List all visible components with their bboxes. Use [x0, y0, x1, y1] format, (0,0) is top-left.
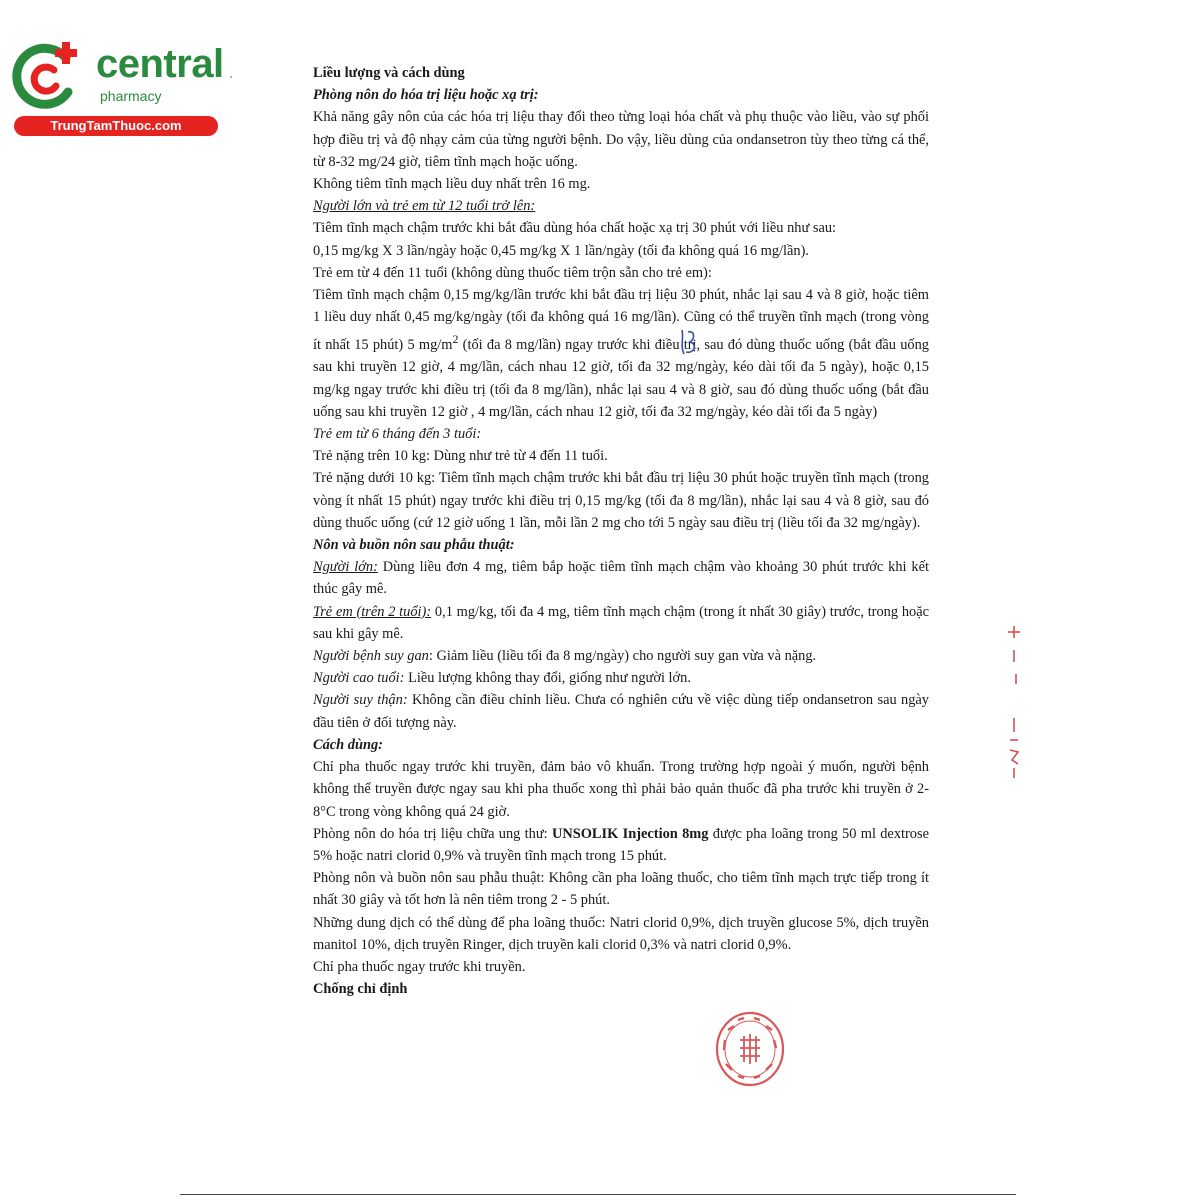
document-body [313, 62, 929, 1000]
paragraph-elderly [313, 667, 929, 689]
paragraph: 0,15 mg/kg X 3 lần/ngày hoặc 0,45 mg/kg X 1 lần/ngày (tối đa không quá 16 mg/lần). [313, 242, 809, 259]
superscript: 2 [452, 332, 459, 347]
paragraph-child-2 [313, 601, 929, 645]
heading-child-6m: Trẻ em từ 6 tháng đến 3 tuổi: [313, 426, 482, 443]
heading-chemo: Phòng nôn do hóa trị liệu hoặc xạ trị: [313, 87, 539, 104]
label-child-2: Trẻ em (trên 2 tuổi): [313, 603, 432, 620]
scan-dot [230, 76, 232, 78]
paragraph-dilution [313, 823, 929, 867]
paragraph: Chỉ pha thuốc ngay trước khi truyền. [313, 958, 526, 975]
paragraph-liver [313, 645, 929, 667]
paragraph: Trẻ em từ 4 đến 11 tuổi (không dùng thuốc tiêm trộn sẵn cho trẻ em): [313, 264, 712, 281]
paragraph-kidney [313, 689, 929, 733]
edge-stamp-marks-icon [1004, 622, 1024, 782]
heading-postop: Nôn và buồn nôn sau phẫu thuật: [313, 537, 515, 554]
label-elderly: Người cao tuổi: [313, 670, 405, 687]
heading-dosage: Liều lượng và cách dùng [313, 65, 465, 81]
heading-adult-12: Người lớn và trẻ em từ 12 tuổi trở lên: [313, 198, 536, 215]
company-seal-icon [714, 1010, 786, 1088]
logo-subtitle: pharmacy [100, 88, 162, 104]
label-adult: Người lớn: [313, 559, 378, 576]
page-bottom-rule [180, 1194, 1016, 1195]
text-run: Không cần điều chỉnh liều. Chưa có nghiên cứu về việc dùng tiếp ondansetron sau ngày đầu tiên ở đối tượng này. [313, 692, 929, 731]
text-run: (tối đa 8 mg/lần) ngay trước khi điều trị, sau đó dùng thuốc uống (bắt đầu uống sau khi truyền 12 giờ, 4 mg/lần, cách nhau 12 giờ, tối đa 32 mg/ngày, kéo dài tối đa 5 ngày), hoặc 0,15 mg/kg ngay trước khi điều trị (tối đa 8 mg/lần), nhắc lại sau 4 và 8 giờ, sau đó dùng thuốc uống (bắt đầu uống sau khi truyền 12 giờ , 4 mg/lần, cách nhau 12 giờ, tối đa 32 mg/ngày, kéo dài tối đa 5 ngày) [313, 337, 929, 420]
text-run: Phòng nôn do hóa trị liệu chữa ung thư: [313, 825, 552, 842]
text-run: Tiêm tĩnh mạch chậm 0,15 mg/kg/lần trước khi bắt đầu trị liệu 30 phút, nhắc lại sau 4 và 8 giờ, hoặc tiêm 1 liều duy nhất 0,45 mg/kg/ngày (tối đa không quá 16 mg/lần). Cũng có thể truyền tĩnh mạch (trong vòng ít nhất 15 phút) 5 mg/m [313, 287, 929, 354]
logo-brand: central [96, 42, 224, 86]
text-run: được pha loãng trong 50 ml dextrose 5% hoặc natri clorid 0,9% và truyền tĩnh mạch trong 15 phút. [313, 825, 929, 864]
paragraph: Trẻ nặng dưới 10 kg: Tiêm tĩnh mạch chậm trước khi bắt đầu trị liệu 30 phút hoặc truyền tĩnh mạch (trong vòng ít nhất 15 phút) ngay trước khi điều trị 0,15 mg/kg (tối đa 8 mg/lần), nhắc lại sau 4 và 8 giờ, sau đó dùng thuốc uống (cứ 12 giờ uống 1 lần, mỗi lần 2 mg cho tới 5 ngày sau điều trị (liều tối đa 32 mg/ngày). [313, 470, 929, 531]
handwritten-mark-icon [674, 324, 714, 364]
paragraph: Những dung dịch có thể dùng để pha loãng thuốc: Natri clorid 0,9%, dịch truyền glucose 5%, dịch truyền manitol 10%, dịch truyền Ringer, dịch truyền kali clorid 0,3% và natri clorid 0,9%. [313, 914, 929, 953]
label-liver: Người bệnh suy gan [313, 648, 429, 665]
paragraph: Trẻ nặng trên 10 kg: Dùng như trẻ từ 4 đến 11 tuổi. [313, 448, 608, 465]
heading-contraindication: Chống chỉ định [313, 981, 408, 998]
logo-banner: TrungTamThuoc.com [14, 116, 218, 136]
heading-usage: Cách dùng: [313, 736, 383, 753]
text-run: 0,1 mg/kg, tối đa 4 mg, tiêm tĩnh mạch chậm (trong ít nhất 30 giây) trước, trong hoặc sau khi gây mê. [313, 603, 929, 642]
product-name: UNSOLIK Injection 8mg [551, 825, 709, 842]
paragraph: Tiêm tĩnh mạch chậm trước khi bắt đầu dùng hóa chất hoặc xạ trị 30 phút với liều như sau: [313, 220, 837, 237]
paragraph-adult [313, 556, 929, 600]
label-kidney: Người suy thận: [313, 692, 408, 709]
paragraph: Chỉ pha thuốc ngay trước khi truyền, đảm bảo vô khuẩn. Trong trường hợp ngoài ý muốn, người bệnh không thể truyền được ngay sau khi pha thuốc xong thì phải bảo quản thuốc đã pha trước khi truyền ở 2-8°C trong vòng không quá 24 giờ. [313, 759, 929, 820]
text-run: Liều lượng không thay đổi, giống như người lớn. [404, 670, 691, 687]
central-pharmacy-logo [10, 38, 230, 138]
paragraph-child-4-11 [313, 284, 929, 423]
paragraph: Phòng nôn và buồn nôn sau phẫu thuật: Không cần pha loãng thuốc, cho tiêm tĩnh mạch trực tiếp trong ít nhất 30 giây và tốt hơn là nên tiêm trong 2 - 5 phút. [313, 870, 929, 909]
paragraph: Khả năng gây nôn của các hóa trị liệu thay đổi theo từng loại hóa chất và phụ thuộc vào liều, vào sự phối hợp điều trị và độ nhạy cảm của từng người bệnh. Do vậy, liều dùng của ondansetron tùy theo từng cá thể, từ 8-32 mg/24 giờ, tiêm tĩnh mạch hoặc uống. [313, 109, 929, 170]
central-logo-icon [10, 40, 82, 112]
text-run: : Giảm liều (liều tối đa 8 mg/ngày) cho người suy gan vừa và nặng. [428, 648, 817, 665]
paragraph: Không tiêm tĩnh mạch liều duy nhất trên 16 mg. [313, 176, 591, 193]
text-run: Dùng liều đơn 4 mg, tiêm bắp hoặc tiêm tĩnh mạch chậm vào khoảng 30 phút trước khi kết thúc gây mê. [313, 559, 929, 598]
